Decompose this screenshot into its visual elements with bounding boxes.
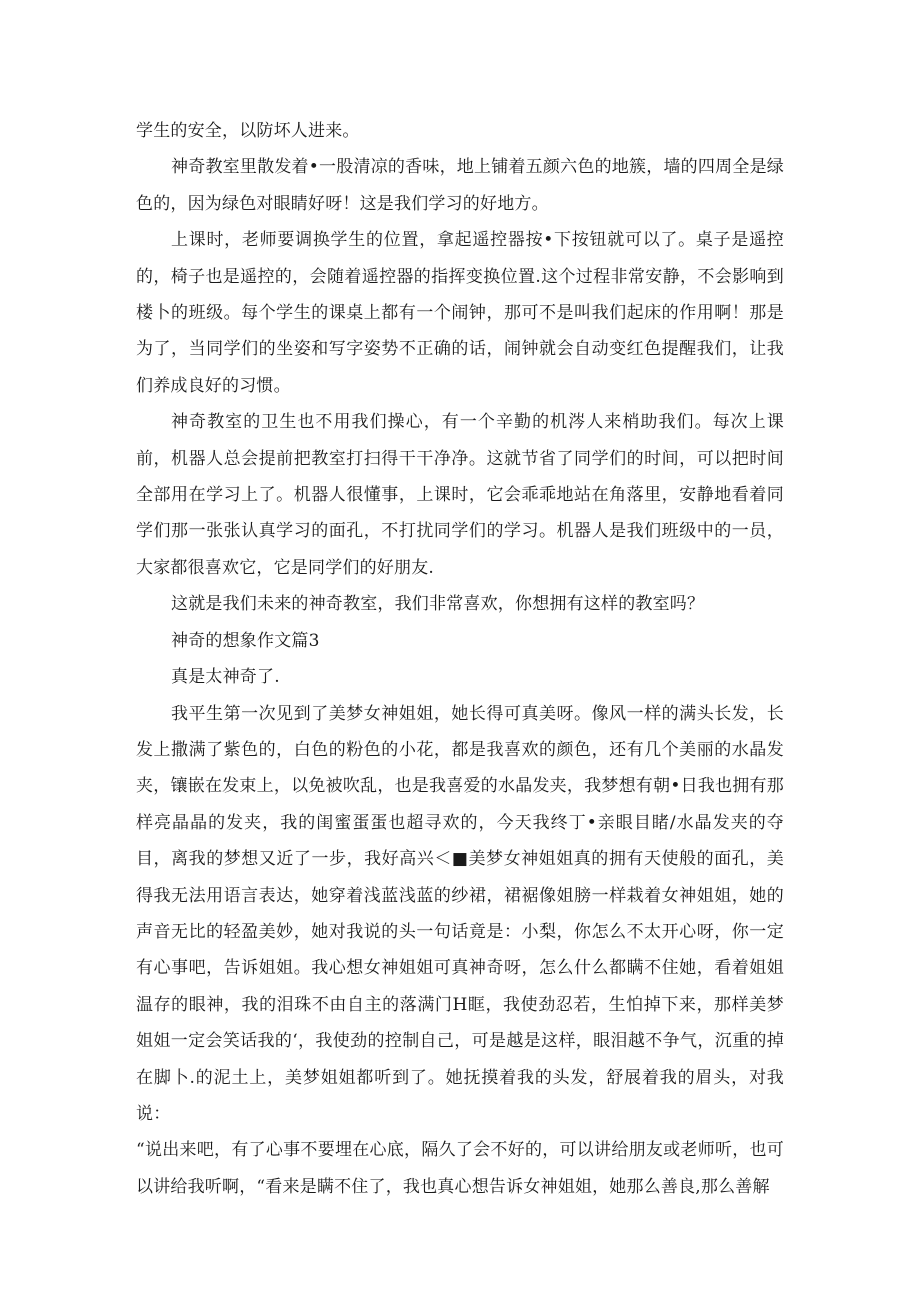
- document-body: [136, 113, 784, 1205]
- paragraph-2: 神奇教室里散发着•一股清凉的香味，地上铺着五颜六色的地簇，墙的四周全是绿色的，因为绿色对眼睛好呀！这是我们学习的好地方。: [136, 157, 784, 214]
- section-heading: 神奇的想象作文篇3: [171, 630, 320, 651]
- paragraph-1: 学生的安全，以防坏人进来。: [136, 121, 360, 141]
- paragraph-7: 我平生第一次见到了美梦女神姐姐，她长得可真美呀。像风一样的满头长发，长发上撒满了紫色的，白色的粉色的小花，都是我喜欢的颜色，还有几个美丽的水晶发夹，镶嵌在发束上，以免被吹乱，也是我喜爱的水晶发夹，我梦想有朝•日我也拥有那样亮晶晶的发夹，我的闺蜜蛋蛋也超寻欢的，今天我终丁•亲眼目睹/水晶发夹的夺目，离我的梦想又近了一步，我好高兴＜■美梦女神姐姐真的拥有天使般的面孔，美得我无法用语言表达，她穿着浅蓝浅蓝的纱裙，裙裾像姐膀一样栽着女神姐姐，她的声音无比的轻盈美妙，她对我说的头一句话竟是：小梨，你怎么不太开心呀，你一定有心事吧，告诉姐姐。我心想女神姐姐可真神奇呀，怎么什么都瞒不住她，看着姐姐温存的眼神，我的泪珠不由自主的落满门H眶，我使劲忍若，生怕掉下来，那样美梦姐姐一定会笑话我的‘，我使劲的控制自己，可是越是这样，眼泪越不争气，沉重的掉在脚卜.的泥土上，美梦姐姐都听到了。她抚摸着我的头发，舒展着我的眉头，对我说：: [136, 703, 784, 1124]
- paragraph-5: 这就是我们未来的神奇教室，我们非常喜欢，你想拥有这样的教室吗？: [171, 594, 705, 615]
- paragraph-8: “说出来吧，有了心事不要埋在心底，隔久了会不好的，可以讲给朋友或老师听，也可以讲给我听啊，“看来是瞒不住了，我也真心想告诉女神姐姐，她那么善良,那么善解: [136, 1140, 784, 1197]
- paragraph-6: 真是太神奇了.: [171, 667, 280, 688]
- paragraph-3: 上课时，老师要调换学生的位置，拿起遥控器按•下按钮就可以了。桌子是遥控的，椅子也是遥控的，会随着遥控器的指挥变换位置.这个过程非常安静，不会影响到楼卜的班级。每个学生的课桌上都有一个闹钟，那可不是叫我们起床的作用啊！那是为了，当同学们的坐姿和写字姿势不正确的话，闹钟就会自动变红色提醒我们，让我们养成良好的习惯。: [136, 230, 784, 396]
- paragraph-4: 神奇教室的卫生也不用我们操心，有一个辛勤的机涔人来梢助我们。每次上课前，机器人总会提前把教室打扫得干干净净。这就节省了同学们的时间，可以把时间全部用在学习上了。机器人很懂事，上课时，它会乖乖地站在角落里，安静地看着同学们那一张张认真学习的面孔，不打扰同学们的学习。机器人是我们班级中的一员，大家都很喜欢它，它是同学们的好朋友.: [136, 412, 784, 578]
